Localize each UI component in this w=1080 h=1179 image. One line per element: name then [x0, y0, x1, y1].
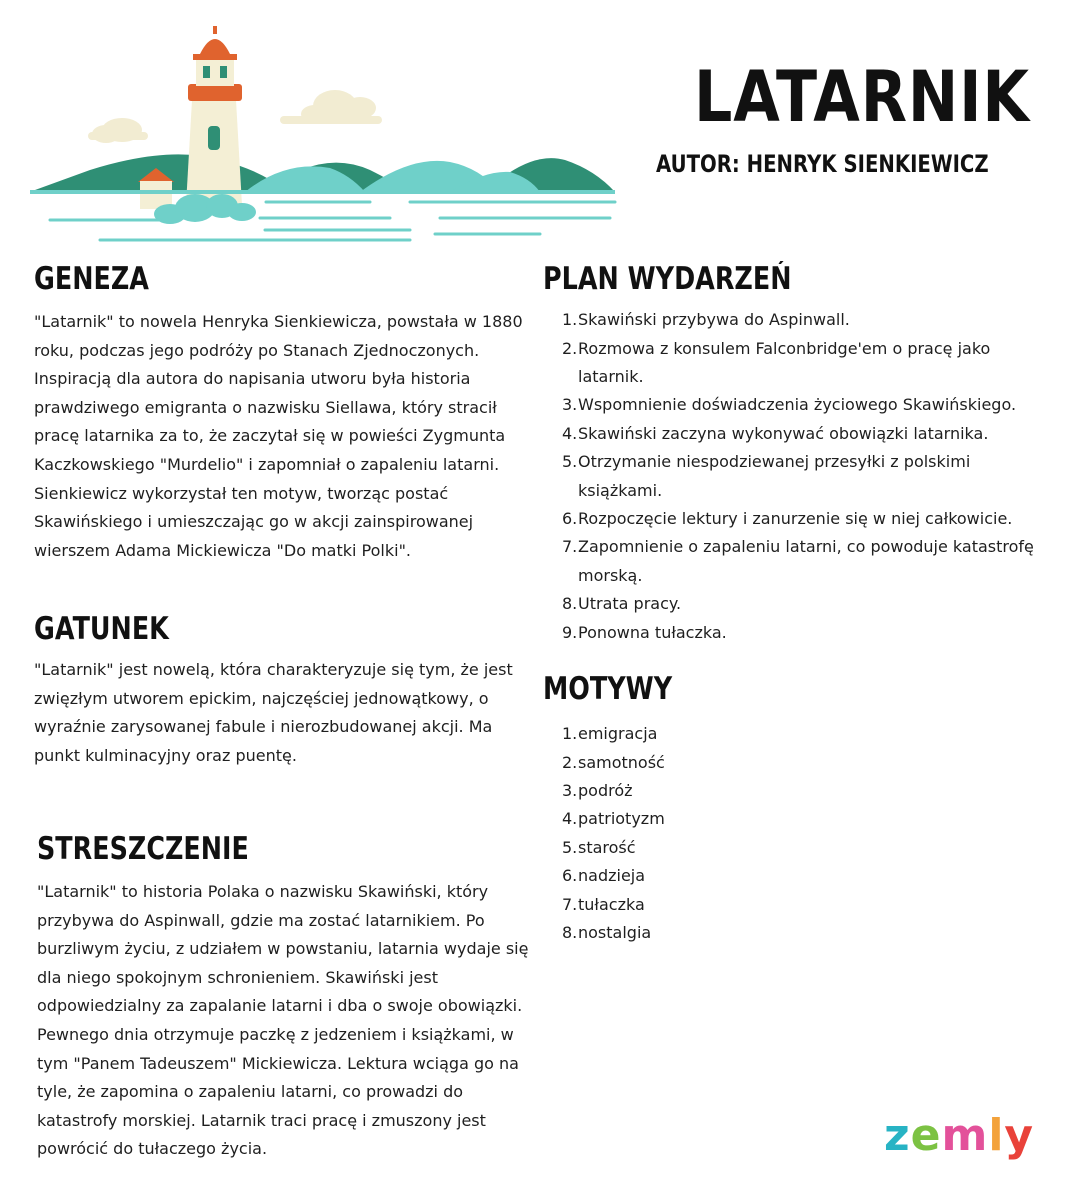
- list-item: [543, 720, 1043, 748]
- logo-letter: e: [910, 1110, 942, 1161]
- list-item: [543, 306, 1043, 334]
- section-motywy: [543, 672, 1043, 947]
- list-number: 9.: [562, 622, 578, 642]
- list-item: [543, 533, 1043, 590]
- list-text: Otrzymanie niespodziewanej przesyłki z polskimi książkami.: [578, 452, 971, 500]
- list-text: emigracja: [578, 724, 658, 744]
- section-heading: GENEZA: [34, 261, 149, 297]
- list-item: [543, 805, 1043, 833]
- section-heading: STRESZCZENIE: [37, 831, 249, 867]
- list-number: 2.: [562, 338, 578, 358]
- list-number: 8.: [562, 594, 578, 614]
- list-text: samotność: [578, 752, 665, 772]
- zemly-logo: [884, 1110, 1035, 1161]
- logo-letter: l: [988, 1110, 1005, 1161]
- list-number: 7.: [562, 894, 578, 914]
- list-text: patriotyzm: [578, 809, 665, 829]
- logo-letter: z: [884, 1110, 911, 1161]
- list-number: 3.: [562, 780, 578, 800]
- list-number: 8.: [562, 922, 578, 942]
- list-number: 4.: [562, 809, 578, 829]
- list-text: Ponowna tułaczka.: [578, 622, 727, 642]
- section-heading: GATUNEK: [34, 611, 169, 647]
- list-text: Skawiński zaczyna wykonywać obowiązki latarnika.: [578, 423, 989, 443]
- list-number: 2.: [562, 752, 578, 772]
- list-number: 6.: [562, 508, 578, 528]
- lighthouse-illustration: [30, 20, 630, 255]
- list-item: [543, 834, 1043, 862]
- list-number: 1.: [562, 310, 578, 330]
- list-text: nostalgia: [578, 922, 652, 942]
- cloud-left-icon: [88, 118, 148, 143]
- list-number: 6.: [562, 866, 578, 886]
- section-plan: [543, 262, 1043, 647]
- logo-letter: y: [1004, 1110, 1035, 1161]
- list-text: starość: [578, 837, 636, 857]
- section-text: "Latarnik" to historia Polaka o nazwisku Skawiński, który przybywa do Aspinwall, gdzie ma zostać latarnikiem. Po burzliwym życiu, z udziałem w powstaniu, latarnia wydaje się dla niego spokojnym schronieniem. Skawiński jest odpowiedzialny za zapalanie latarni i dba o swoje obowiązki. Pewnego dnia otrzymuje paczkę z jedzeniem i książkami, w tym "Panem Tadeuszem" Mickiewicza. Lektura wciąga go na tyle, że zapomina o zapaleniu latarni, co prowadzi do katastrofy morskiej. Latarnik traci pracę i zmuszony jest powrócić do tułaczego życia.: [37, 882, 529, 1159]
- list-text: Skawiński przybywa do Aspinwall.: [578, 310, 850, 330]
- list-text: Utrata pracy.: [578, 594, 682, 614]
- water-lines-icon: [35, 192, 615, 240]
- list-number: 5.: [562, 452, 578, 472]
- list-item: [543, 505, 1043, 533]
- list-text: podróż: [578, 780, 633, 800]
- section-geneza: [34, 262, 534, 565]
- list-item: [543, 448, 1043, 505]
- author-line: AUTOR: HENRYK SIENKIEWICZ: [656, 150, 989, 178]
- section-text: "Latarnik" jest nowelą, która charakteryzuje się tym, że jest zwięzłym utworem epickim, najczęściej jednowątkowy, o wyraźnie zarysowanej fabule i nierozbudowanej akcji. Ma punkt kulminacyjny oraz puentę.: [34, 660, 513, 765]
- list-item: [543, 777, 1043, 805]
- list-number: 7.: [562, 537, 578, 557]
- section-heading: PLAN WYDARZEŃ: [543, 261, 792, 297]
- list-item: [543, 335, 1043, 392]
- cloud-right-icon: [280, 90, 382, 124]
- list-item: [543, 391, 1043, 419]
- list-item: [543, 619, 1043, 647]
- list-item: [543, 420, 1043, 448]
- list-item: [543, 590, 1043, 618]
- list-item: [543, 862, 1043, 890]
- list-item: [543, 749, 1043, 777]
- list-number: 5.: [562, 837, 578, 857]
- page-title: LATARNIK: [694, 56, 1030, 138]
- list-number: 3.: [562, 395, 578, 415]
- list-text: tułaczka: [578, 894, 645, 914]
- list-item: [543, 891, 1043, 919]
- list-item: [543, 919, 1043, 947]
- list-text: Rozpoczęcie lektury i zanurzenie się w niej całkowicie.: [578, 508, 1013, 528]
- list-text: Wspomnienie doświadczenia życiowego Skawińskiego.: [578, 395, 1017, 415]
- list-number: 4.: [562, 423, 578, 443]
- list-number: 1.: [562, 724, 578, 744]
- list-text: nadzieja: [578, 866, 646, 886]
- section-text: "Latarnik" to nowela Henryka Sienkiewicza, powstała w 1880 roku, podczas jego podróży po Stanach Zjednoczonych. Inspiracją dla autora do napisania utworu była historia prawdziwego emigranta o nazwisku Siellawa, który stracił pracę latarnika za to, że zaczytał się w powieści Zygmunta Kaczkowskiego "Murdelio" i zapomniał o zapaleniu latarni. Sienkiewicz wykorzystał ten motyw, tworząc postać Skawińskiego i umieszczając go w akcji zainspirowanej wierszem Adama Mickiewicza "Do matki Polki".: [34, 312, 523, 560]
- list-text: Zapomnienie o zapaleniu latarni, co powoduje katastrofę morską.: [578, 537, 1034, 585]
- logo-letter: m: [941, 1110, 989, 1161]
- list-text: Rozmowa z konsulem Falconbridge'em o pracę jako latarnik.: [578, 338, 991, 386]
- section-gatunek: [34, 612, 534, 770]
- lighthouse-icon: [186, 26, 242, 205]
- section-heading: MOTYWY: [543, 671, 673, 707]
- motywy-list: [543, 720, 1043, 947]
- plan-list: [543, 306, 1043, 647]
- section-streszczenie: [37, 832, 537, 1164]
